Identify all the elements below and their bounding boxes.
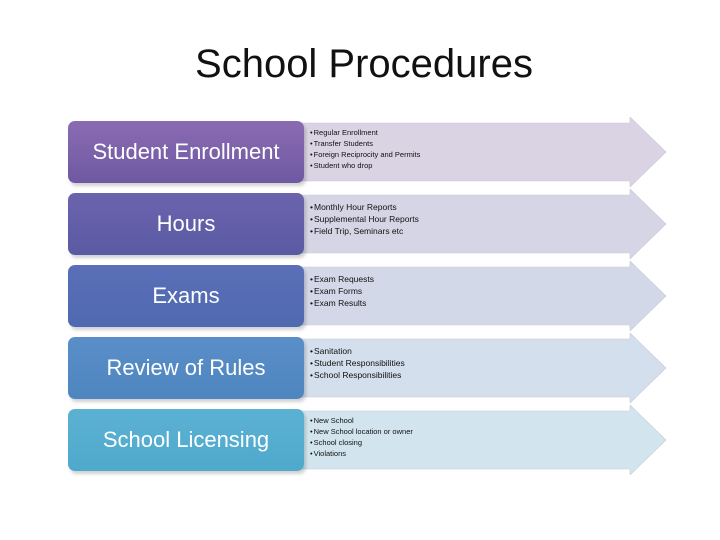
process-row-hours — [68, 193, 668, 255]
list-item: • Monthly Hour Reports — [310, 201, 419, 213]
step-details-list — [310, 273, 374, 309]
process-row-school-licensing — [68, 409, 668, 471]
list-item: • School Responsibilities — [310, 369, 405, 381]
step-label: Exams — [152, 283, 220, 308]
step-box-exams — [68, 265, 304, 327]
list-item: • Exam Forms — [310, 285, 374, 297]
step-label: School Licensing — [102, 427, 270, 452]
list-item: • Student Responsibilities — [310, 357, 405, 369]
process-row-exams — [68, 265, 668, 327]
list-item: • Violations — [310, 448, 413, 459]
slide-title: School Procedures — [195, 42, 533, 86]
step-box-review-of-rules — [68, 337, 304, 399]
list-item: • New School — [310, 415, 413, 426]
step-details-list — [310, 345, 405, 381]
step-details-list — [310, 201, 419, 237]
step-box-hours — [68, 193, 304, 255]
list-item: • Exam Requests — [310, 273, 374, 285]
step-label: Review of Rules — [106, 355, 266, 380]
list-item: • Foreign Reciprocity and Permits — [310, 149, 420, 160]
step-label: Hours — [156, 211, 216, 236]
list-item: • School closing — [310, 437, 413, 448]
list-item: • Student who drop — [310, 160, 420, 171]
list-item: • Field Trip, Seminars etc — [310, 225, 419, 237]
list-item: • Supplemental Hour Reports — [310, 213, 419, 225]
process-row-student-enrollment — [68, 121, 668, 183]
list-item: • Exam Results — [310, 297, 374, 309]
step-details-list — [310, 415, 413, 459]
step-box-student-enrollment — [68, 121, 304, 183]
list-item: • Sanitation — [310, 345, 405, 357]
list-item: • Regular Enrollment — [310, 127, 420, 138]
list-item: • New School location or owner — [310, 426, 413, 437]
step-box-school-licensing — [68, 409, 304, 471]
step-details-list — [310, 127, 420, 171]
list-item: • Transfer Students — [310, 138, 420, 149]
process-row-review-of-rules — [68, 337, 668, 399]
step-label: Student Enrollment — [92, 139, 280, 164]
